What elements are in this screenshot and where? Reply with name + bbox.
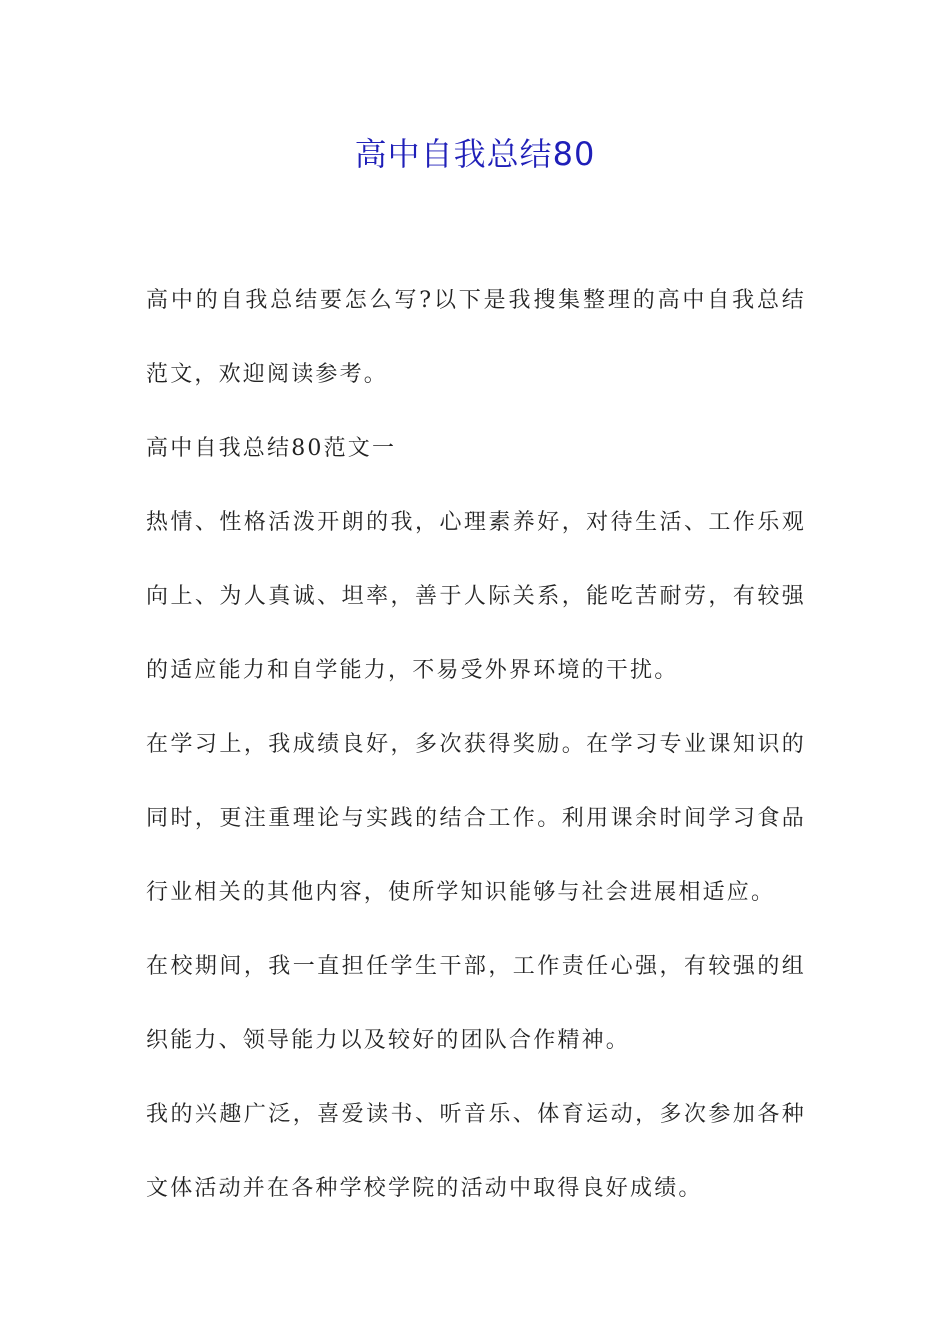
paragraph-leadership: 在校期间，我一直担任学生干部，工作责任心强，有较强的组织能力、领导能力以及较好的团队合作精神。: [146, 954, 806, 1053]
paragraph-section-heading: 高中自我总结80范文一: [146, 436, 397, 461]
document-body: [146, 264, 806, 1226]
paragraph-intro: 高中的自我总结要怎么写?以下是我搜集整理的高中自我总结范文，欢迎阅读参考。: [146, 288, 806, 387]
paragraph-study: 在学习上，我成绩良好，多次获得奖励。在学习专业课知识的同时，更注重理论与实践的结合工作。利用课余时间学习食品行业相关的其他内容，使所学知识能够与社会进展相适应。: [146, 732, 806, 905]
paragraph-interests: 我的兴趣广泛，喜爱读书、听音乐、体育运动，多次参加各种文体活动并在各种学校学院的活动中取得良好成绩。: [146, 1102, 806, 1201]
document-title: 高中自我总结80: [354, 135, 596, 173]
paragraph-personality: 热情、性格活泼开朗的我，心理素养好，对待生活、工作乐观向上、为人真诚、坦率，善于人际关系，能吃苦耐劳，有较强的适应能力和自学能力，不易受外界环境的干扰。: [146, 510, 806, 683]
